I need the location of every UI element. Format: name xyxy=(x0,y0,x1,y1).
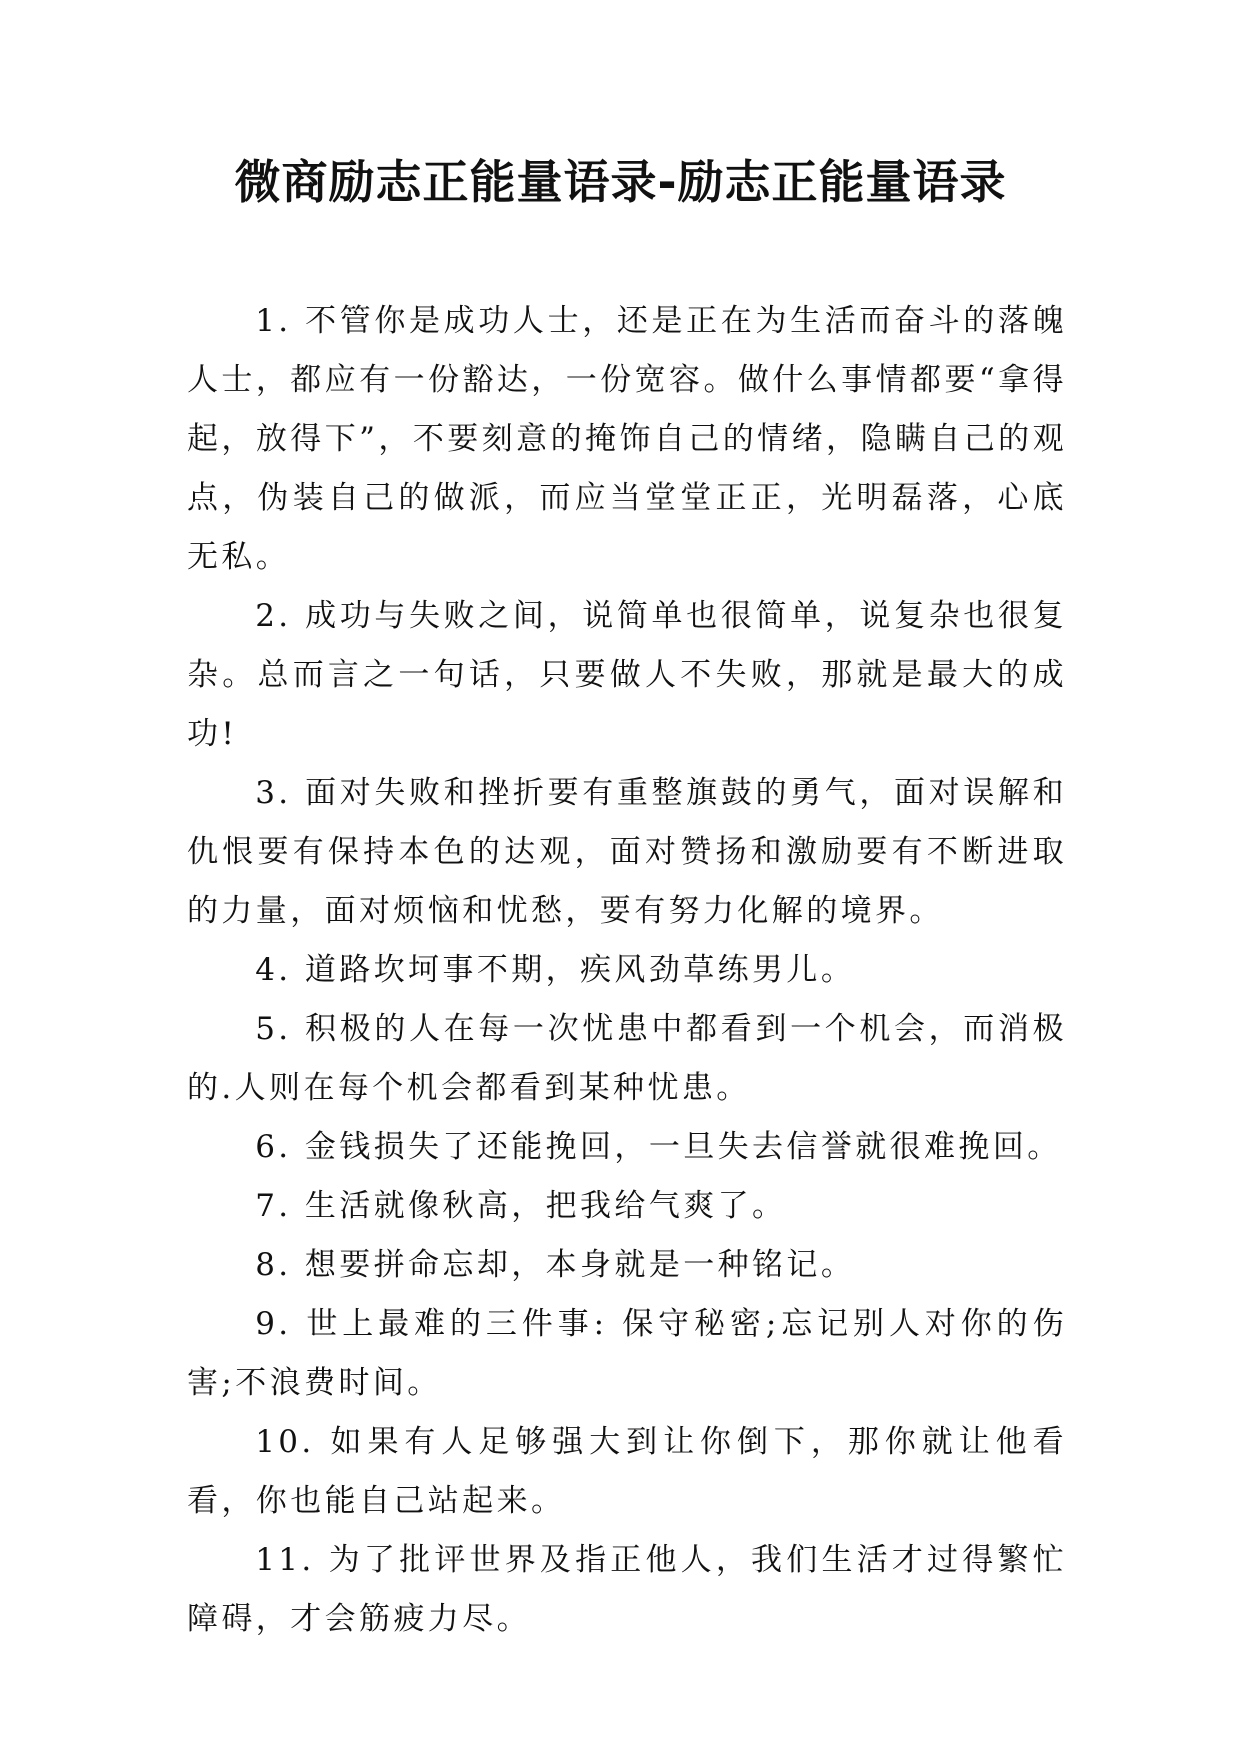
paragraph-10: 10. 如果有人足够强大到让你倒下，那你就让他看看，你也能自己站起来。 xyxy=(187,1424,1067,1519)
paragraph-2: 2. 成功与失败之间，说简单也很简单，说复杂也很复杂。总而言之一句话，只要做人不失败，那就是最大的成功! xyxy=(187,598,1067,752)
document-title: 微商励志正能量语录-励志正能量语录 xyxy=(234,155,1007,209)
paragraph-6: 6. 金钱损失了还能挽回，一旦失去信誉就很难挽回。 xyxy=(255,1129,1062,1165)
paragraph-5: 5. 积极的人在每一次忧患中都看到一个机会，而消极的.人则在每个机会都看到某种忧患。 xyxy=(187,1011,1067,1106)
paragraph-9: 9. 世上最难的三件事: 保守秘密;忘记别人对你的伤害;不浪费时间。 xyxy=(187,1306,1067,1401)
paragraph-7: 7. 生活就像秋高，把我给气爽了。 xyxy=(255,1188,787,1224)
paragraph-4: 4. 道路坎坷事不期，疾风劲草练男儿。 xyxy=(255,952,856,988)
paragraph-8: 8. 想要拼命忘却，本身就是一种铭记。 xyxy=(255,1247,856,1283)
paragraph-1: 1. 不管你是成功人士，还是正在为生活而奋斗的落魄人士，都应有一份豁达，一份宽容。做什么事情都要“拿得起，放得下”，不要刻意的掩饰自己的情绪，隐瞒自己的观点，伪装自己的做派，而应当堂堂正正，光明磊落，心底无私。 xyxy=(187,303,1067,575)
paragraph-11: 11. 为了批评世界及指正他人，我们生活才过得繁忙障碍，才会筋疲力尽。 xyxy=(187,1542,1067,1637)
paragraph-3: 3. 面对失败和挫折要有重整旗鼓的勇气，面对误解和仇恨要有保持本色的达观，面对赞扬和激励要有不断进取的力量，面对烦恼和忧愁，要有努力化解的境界。 xyxy=(187,775,1067,929)
document-body xyxy=(187,292,1067,1649)
